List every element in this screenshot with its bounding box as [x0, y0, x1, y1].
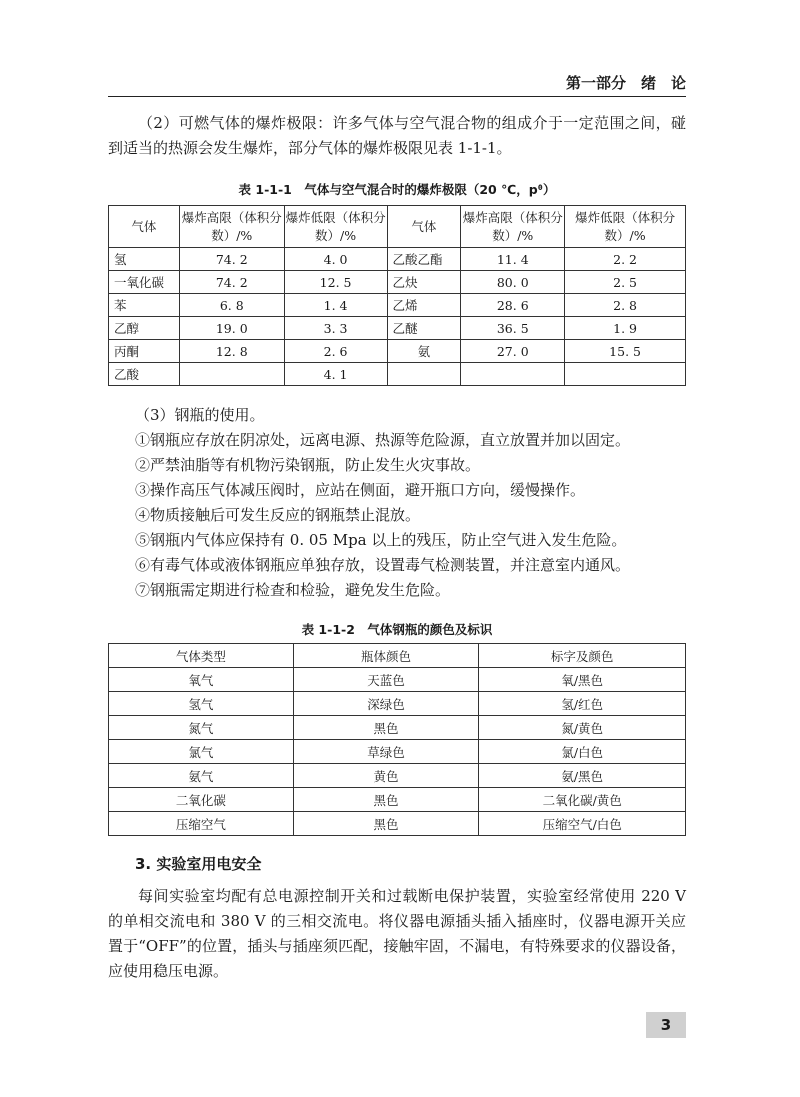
table-cell: 氢 [109, 248, 180, 271]
table-row [109, 363, 686, 386]
table-cell: 二氧化碳 [109, 788, 294, 812]
table-cell: 氨 [387, 340, 461, 363]
table-cell: 3. 3 [284, 317, 387, 340]
header-rule [108, 96, 686, 97]
table-cell: 6. 8 [179, 294, 284, 317]
table-cell: 黑色 [293, 812, 479, 836]
table-row [109, 317, 686, 340]
table-cell: 74. 2 [179, 271, 284, 294]
column-header: 气体 [109, 206, 180, 248]
table-cell: 氮/黄色 [479, 716, 686, 740]
table-cell: 1. 9 [565, 317, 686, 340]
table-cell: 28. 6 [461, 294, 565, 317]
table-cell: 草绿色 [293, 740, 479, 764]
table-cell: 黑色 [293, 716, 479, 740]
page-number: 3 [646, 1012, 686, 1038]
table-row [109, 716, 686, 740]
table-cell: 天蓝色 [293, 668, 479, 692]
column-header: 爆炸低限（体积分数）/% [565, 206, 686, 248]
table-cell [387, 363, 461, 386]
table-cell: 乙酸 [109, 363, 180, 386]
table-row [109, 248, 686, 271]
column-header: 爆炸低限（体积分数）/% [284, 206, 387, 248]
table-cell: 2. 6 [284, 340, 387, 363]
table-cell: 深绿色 [293, 692, 479, 716]
table-cell: 12. 5 [284, 271, 387, 294]
table-cell: 氧气 [109, 668, 294, 692]
running-header: 第一部分 绪 论 [565, 74, 686, 92]
list-item: ⑦钢瓶需定期进行检查和检验，避免发生危险。 [135, 581, 451, 599]
list-item: ⑥有毒气体或液体钢瓶应单独存放，设置毒气检测装置，并注意室内通风。 [135, 556, 631, 574]
table-cell: 压缩空气/白色 [479, 812, 686, 836]
table2-caption: 表 1-1-2 气体钢瓶的颜色及标识 [301, 622, 493, 637]
table-row [109, 294, 686, 317]
table-cell: 氨/黑色 [479, 764, 686, 788]
table-cell [179, 363, 284, 386]
table-row [109, 668, 686, 692]
electric-safety-paragraph: 每间实验室均配有总电源控制开关和过载断电保护装置，实验室经常使用 220 V 的单相交流电和 380 V 的三相交流电。将仪器电源插头插入插座时，仪器电源开关应置于“OFF”的位置，插头与插座须匹配，接触牢固，不漏电，有特殊要求的仪器设备，应使用稳压电源。 [108, 887, 686, 980]
table1-caption: 表 1-1-1 气体与空气混合时的爆炸极限（20 ℃，pᶿ） [238, 182, 556, 197]
table-cell: 氮气 [109, 716, 294, 740]
table-cell: 苯 [109, 294, 180, 317]
table-row [109, 340, 686, 363]
column-header: 爆炸高限（体积分数）/% [179, 206, 284, 248]
explosion-limit-table [108, 205, 686, 386]
cylinder-usage-title: （3）钢瓶的使用。 [135, 406, 265, 424]
table-cell: 乙醇 [109, 317, 180, 340]
table-cell: 36. 5 [461, 317, 565, 340]
table-cell: 黑色 [293, 788, 479, 812]
table-cell: 氯气 [109, 740, 294, 764]
table-cell: 27. 0 [461, 340, 565, 363]
table-cell: 丙酮 [109, 340, 180, 363]
list-item: ③操作高压气体减压阀时，应站在侧面，避开瓶口方向，缓慢操作。 [135, 481, 586, 499]
table-cell: 乙酸乙酯 [387, 248, 461, 271]
table-row [109, 788, 686, 812]
column-header: 瓶体颜色 [293, 644, 479, 668]
table-cell: 4. 0 [284, 248, 387, 271]
table-row [109, 764, 686, 788]
table-cell: 1. 4 [284, 294, 387, 317]
section-heading: 3. 实验室用电安全 [135, 855, 262, 873]
table-cell: 氢气 [109, 692, 294, 716]
table-cell: 74. 2 [179, 248, 284, 271]
list-item: ④物质接触后可发生反应的钢瓶禁止混放。 [135, 506, 421, 524]
table-header-row [109, 644, 686, 668]
table-cell [565, 363, 686, 386]
table-cell: 15. 5 [565, 340, 686, 363]
table-cell: 一氧化碳 [109, 271, 180, 294]
table-cell: 氢/红色 [479, 692, 686, 716]
column-header: 气体类型 [109, 644, 294, 668]
flammable-limit-paragraph: （2）可燃气体的爆炸极限：许多气体与空气混合物的组成介于一定范围之间，碰到适当的热源会发生爆炸，部分气体的爆炸极限见表 1-1-1。 [108, 114, 686, 157]
table-cell: 乙烯 [387, 294, 461, 317]
table-cell: 11. 4 [461, 248, 565, 271]
cylinder-color-table [108, 643, 686, 836]
table-row [109, 812, 686, 836]
table-cell: 氯/白色 [479, 740, 686, 764]
table-cell: 乙醚 [387, 317, 461, 340]
column-header: 爆炸高限（体积分数）/% [461, 206, 565, 248]
list-item: ②严禁油脂等有机物污染钢瓶，防止发生火灾事故。 [135, 456, 481, 474]
table-cell: 氨气 [109, 764, 294, 788]
column-header: 气体 [387, 206, 461, 248]
table-cell [461, 363, 565, 386]
table-cell: 乙炔 [387, 271, 461, 294]
column-header: 标字及颜色 [479, 644, 686, 668]
table-cell: 压缩空气 [109, 812, 294, 836]
table-row [109, 740, 686, 764]
table-row [109, 692, 686, 716]
table-cell: 黄色 [293, 764, 479, 788]
table-row [109, 271, 686, 294]
table-cell: 2. 8 [565, 294, 686, 317]
table-header-row [109, 206, 686, 248]
table-cell: 氧/黑色 [479, 668, 686, 692]
list-item: ⑤钢瓶内气体应保持有 0. 05 Mpa 以上的残压，防止空气进入发生危险。 [135, 531, 627, 549]
table-cell: 80. 0 [461, 271, 565, 294]
table-cell: 2. 5 [565, 271, 686, 294]
table-cell: 2. 2 [565, 248, 686, 271]
list-item: ①钢瓶应存放在阴凉处，远离电源、热源等危险源，直立放置并加以固定。 [135, 431, 631, 449]
table-cell: 4. 1 [284, 363, 387, 386]
table-cell: 12. 8 [179, 340, 284, 363]
table-cell: 二氧化碳/黄色 [479, 788, 686, 812]
table-cell: 19. 0 [179, 317, 284, 340]
